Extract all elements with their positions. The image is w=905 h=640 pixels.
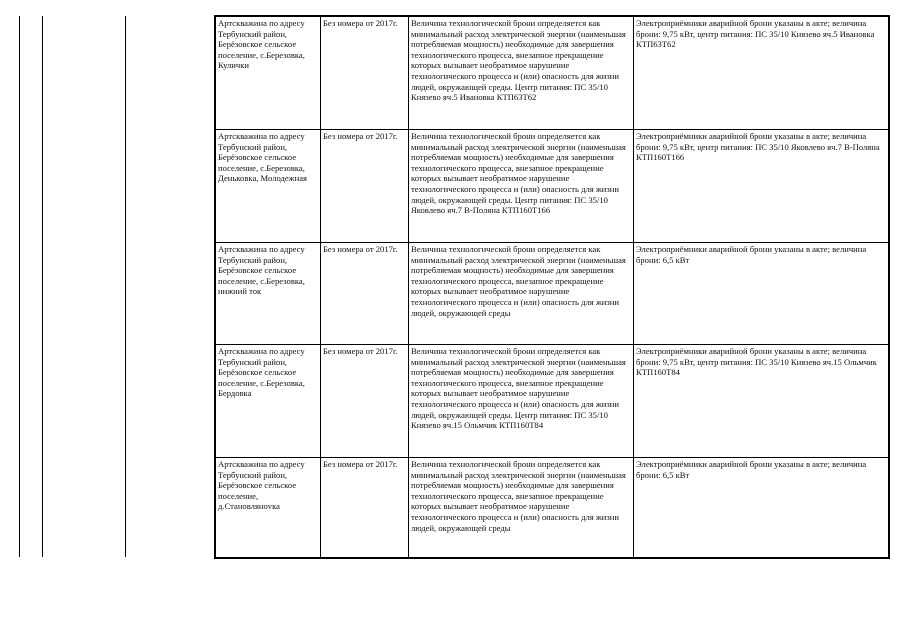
- left-border-line-3: [125, 16, 126, 557]
- number-cell: Без номера от 2017г.: [321, 243, 409, 345]
- note-cell: Электроприёмники аварийной брони указаны в акте; величина брони: 6,5 кВт: [634, 243, 890, 345]
- table-row: [215, 16, 889, 130]
- note-cell: Электроприёмники аварийной брони указаны в акте; величина брони: 9,75 кВт, центр питания: ПС 35/10 Князево яч.5 Ивановка КТП63Т62: [634, 16, 890, 130]
- number-cell: Без номера от 2017г.: [321, 458, 409, 559]
- table-row: [215, 345, 889, 458]
- left-border-line-2: [42, 16, 43, 557]
- reason-cell: Величина технологической брони определяется как минимальный расход электрической энергии (наименьшая потребляемая мощность) необходимые для завершения технологического процесса, внезапное прекращение которых вызывает необратимое нарушение технологического процесса и (или) опасность для жизни людей, окружающей среды: [409, 243, 634, 345]
- reason-cell: Величина технологической брони определяется как минимальный расход электрической энергии (наименьшая потребляемая мощность) необходимые для завершения технологического процесса, внезапное прекращение которых вызывает необратимое нарушение технологического процесса и (или) опасность для жизни людей, окружающей среды: [409, 458, 634, 559]
- object-cell: Артскважина по адресу Тербунский район, Берёзовское сельское поселение, д.Становлянovка: [215, 458, 321, 559]
- left-border-line-1: [19, 16, 20, 557]
- object-cell: Артскважина по адресу Тербунский район, Берёзовское сельское поселение, с.Березовка, Кулички: [215, 16, 321, 130]
- object-cell: Артскважина по адресу Тербунский район, Берёзовское сельское поселение, с.Березовка, Бердовка: [215, 345, 321, 458]
- reserve-table: [214, 15, 890, 559]
- number-cell: Без номера от 2017г.: [321, 130, 409, 243]
- reason-cell: Величина технологической брони определяется как минимальный расход электрической энергии (наименьшая потребляемая мощность) необходимые для завершения технологического процесса, внезапное прекращение которых вызывает необратимое нарушение технологического процесса и (или) опасность для жизни людей, окружающей среды. Центр питания: ПС 35/10 Яковлево яч.7 В-Поляна КТП160Т166: [409, 130, 634, 243]
- note-cell: Электроприёмники аварийной брони указаны в акте; величина брони: 9,75 кВт, центр питания: ПС 35/10 Яковлево яч.7 В-Поляна КТП160Т166: [634, 130, 890, 243]
- note-cell: Электроприёмники аварийной брони указаны в акте; величина брони: 9,75 кВт, центр питания: ПС 35/10 Князево яч.15 Ольмчик КТП160Т84: [634, 345, 890, 458]
- reason-cell: Величина технологической брони определяется как минимальный расход электрической энергии (наименьшая потребляемая мощность) необходимые для завершения технологического процесса, внезапное прекращение которых вызывает необратимое нарушение технологического процесса и (или) опасность для жизни людей, окружающей среды. Центр питания: ПС 35/10 Князево яч.15 Ольмчик КТП160Т84: [409, 345, 634, 458]
- number-cell: Без номера от 2017г.: [321, 345, 409, 458]
- reason-cell: Величина технологической брони определяется как минимальный расход электрической энергии (наименьшая потребляемая мощность) необходимые для завершения технологического процесса, внезапное прекращение которых вызывает необратимое нарушение технологического процесса и (или) опасность для жизни людей, окружающей среды. Центр питания: ПС 35/10 Князево яч.5 Ивановка КТП63Т62: [409, 16, 634, 130]
- object-cell: Артскважина по адресу Тербунский район, Берёзовское сельское поселение, с.Березовка, нижний ток: [215, 243, 321, 345]
- table-row: [215, 243, 889, 345]
- object-cell: Артскважина по адресу Тербунский район, Берёзовское сельское поселение, с.Березовка, Деньковка, Молодежная: [215, 130, 321, 243]
- table-row: [215, 130, 889, 243]
- note-cell: Электроприёмники аварийной брони указаны в акте; величина брони: 6,5 кВт: [634, 458, 890, 559]
- table-row: [215, 458, 889, 559]
- number-cell: Без номера от 2017г.: [321, 16, 409, 130]
